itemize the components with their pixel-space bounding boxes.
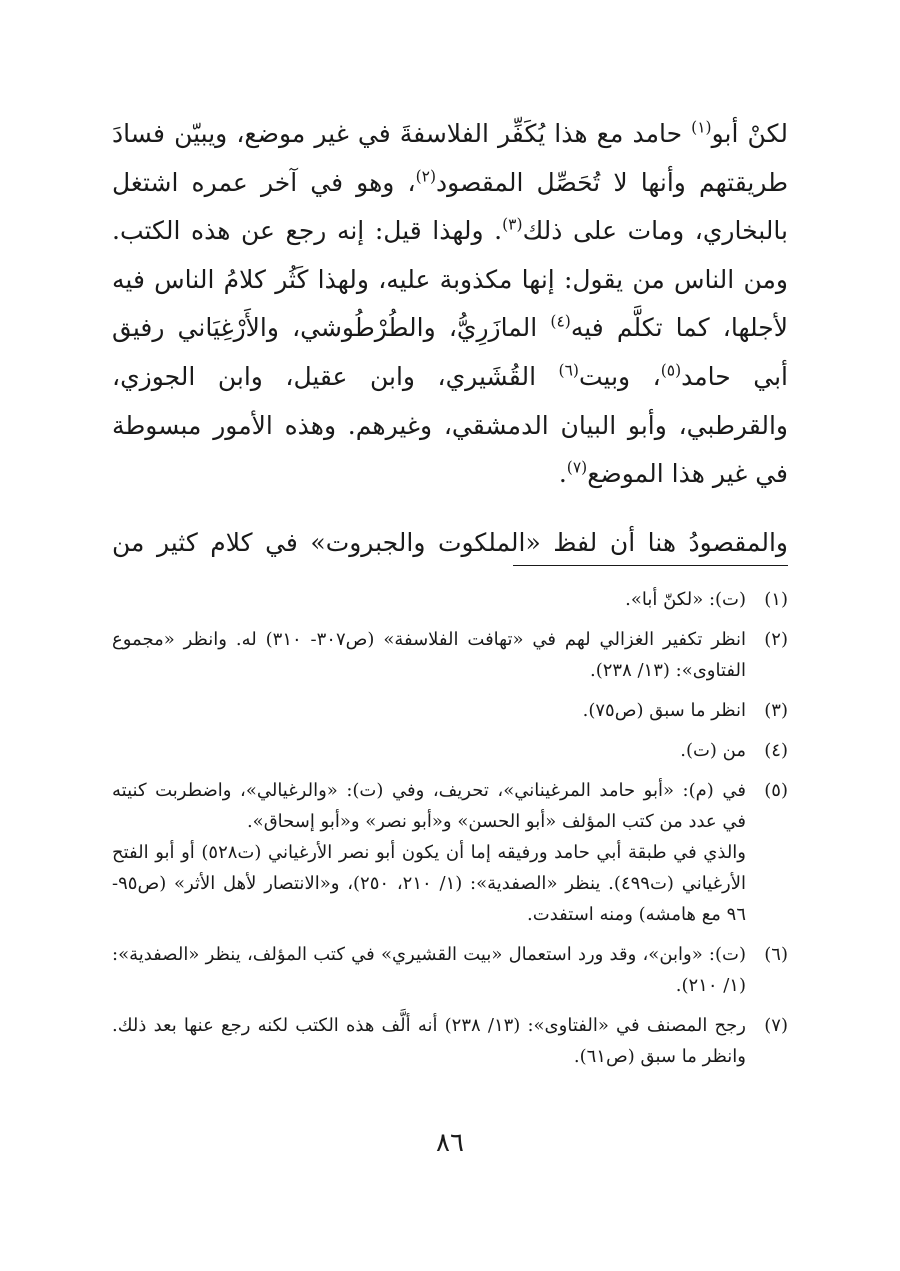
footnote-7 bbox=[112, 1010, 788, 1072]
footnote-line: والذي في طبقة أبي حامد ورفيقه إما أن يكون أبو نصر الأرغياني (ت٥٢٨) أو أبو الفتح الأرغياني (ت٤٩٩). ينظر «الصفدية»: (١/ ٢١٠، ٢٥٠)، و«الانتصار لأهل الأثر» (ص٩٥- ٩٦ مع هامشه) ومنه استفدت. bbox=[112, 842, 747, 925]
footnote-line: رجح المصنف في «الفتاوى»: (١٣/ ٢٣٨) أنه ألَّف هذه الكتب لكنه رجع عنها بعد ذلك. وانظر ما سبق (ص٦١). bbox=[112, 1015, 746, 1067]
footnote-text bbox=[112, 775, 746, 930]
footnote-number: (٥) bbox=[764, 780, 788, 801]
footnote-text bbox=[112, 624, 746, 686]
text-run: ، وهو في آخر عمره اشتغل بالبخاري، ومات على ذلك bbox=[112, 167, 788, 246]
main-text bbox=[112, 110, 788, 567]
footnote-1 bbox=[112, 584, 788, 615]
text-run: القُشَيري، وابن عقيل، وابن الجوزي، والقرطبي، وأبو البيان الدمشقي، وغيرهم. وهذه الأمور مبسوطة في غير هذا الموضع bbox=[112, 361, 788, 489]
text-run: المازَرِيُّ، والطُرْطُوشي، والأَرْغِيَاني رفيق أبي حامد bbox=[112, 313, 789, 391]
footnote-ref[interactable]: (٦) bbox=[558, 361, 579, 380]
footnote-4 bbox=[112, 735, 788, 766]
footnote-text bbox=[112, 695, 746, 726]
text-run: لكنْ أبو bbox=[711, 119, 788, 148]
text-run: حامد مع هذا يُكَفِّر الفلاسفةَ في غير موضع، ويبيّن فسادَ طريقتهم وأنها لا تُحَصِّل المقصود bbox=[112, 119, 788, 197]
footnote-ref[interactable]: (٤) bbox=[550, 313, 571, 332]
footnote-ref[interactable]: (١) bbox=[691, 118, 712, 137]
footnote-ref[interactable]: (٣) bbox=[502, 215, 523, 234]
main-paragraph-1 bbox=[112, 110, 788, 499]
footnote-text bbox=[112, 939, 746, 1001]
footnote-number: (٤) bbox=[764, 740, 788, 761]
footnote-ref[interactable]: (٧) bbox=[566, 458, 588, 477]
footnote-line: انظر تكفير الغزالي لهم في «تهافت الفلاسفة» (ص٣٠٧- ٣١٠) له. وانظر «مجموع الفتاوى»: (١٣/ ٢٣٨). bbox=[112, 629, 746, 681]
footnote-ref[interactable]: (٢) bbox=[415, 167, 437, 186]
footnote-5 bbox=[112, 775, 788, 930]
footnote-line: (ت): «لكنّ أبا». bbox=[625, 589, 746, 610]
footnote-number: (٢) bbox=[764, 629, 788, 650]
text-run: . bbox=[558, 459, 567, 489]
footnote-3 bbox=[112, 695, 788, 726]
footnote-number: (١) bbox=[764, 589, 788, 610]
footnote-line: انظر ما سبق (ص٧٥). bbox=[582, 700, 746, 721]
footnote-number: (٣) bbox=[764, 700, 788, 721]
footnote-ref[interactable]: (٥) bbox=[660, 361, 682, 380]
footnotes bbox=[112, 584, 788, 1081]
footnote-text bbox=[112, 1010, 746, 1072]
footnote-6 bbox=[112, 939, 788, 1001]
footnote-2 bbox=[112, 624, 788, 686]
footnote-text bbox=[112, 735, 746, 766]
footnote-line: من (ت). bbox=[680, 740, 746, 761]
footnote-number: (٦) bbox=[764, 944, 788, 965]
text-run: . ولهذا قيل: إنه رجع عن هذه الكتب. ومن الناس من يقول: إنها مكذوبة عليه، ولهذا كَثُر كلامُ الناس فيه لأجلها، كما تكلَّم فيه bbox=[112, 216, 788, 343]
footnote-line: في (م): «أبو حامد المرغيناني»، تحريف، وفي (ت): «والرغيالي»، واضطربت كنيته في عدد من كتب المؤلف «أبو الحسن» و«أبو نصر» و«أبو إسحاق». bbox=[112, 780, 746, 832]
page-number: ٨٦ bbox=[436, 1128, 464, 1158]
footnote-number: (٧) bbox=[764, 1015, 788, 1036]
footnote-text bbox=[112, 584, 746, 615]
footnote-divider bbox=[513, 565, 788, 566]
main-paragraph-2: والمقصودُ هنا أن لفظ «الملكوت والجبروت» في كلام كثير من bbox=[112, 527, 788, 557]
text-run: ، وبيت bbox=[578, 361, 661, 391]
footnote-line: (ت): «وابن»، وقد ورد استعمال «بيت القشيري» في كتب المؤلف، ينظر «الصفدية»: (١/ ٢١٠). bbox=[112, 944, 746, 996]
